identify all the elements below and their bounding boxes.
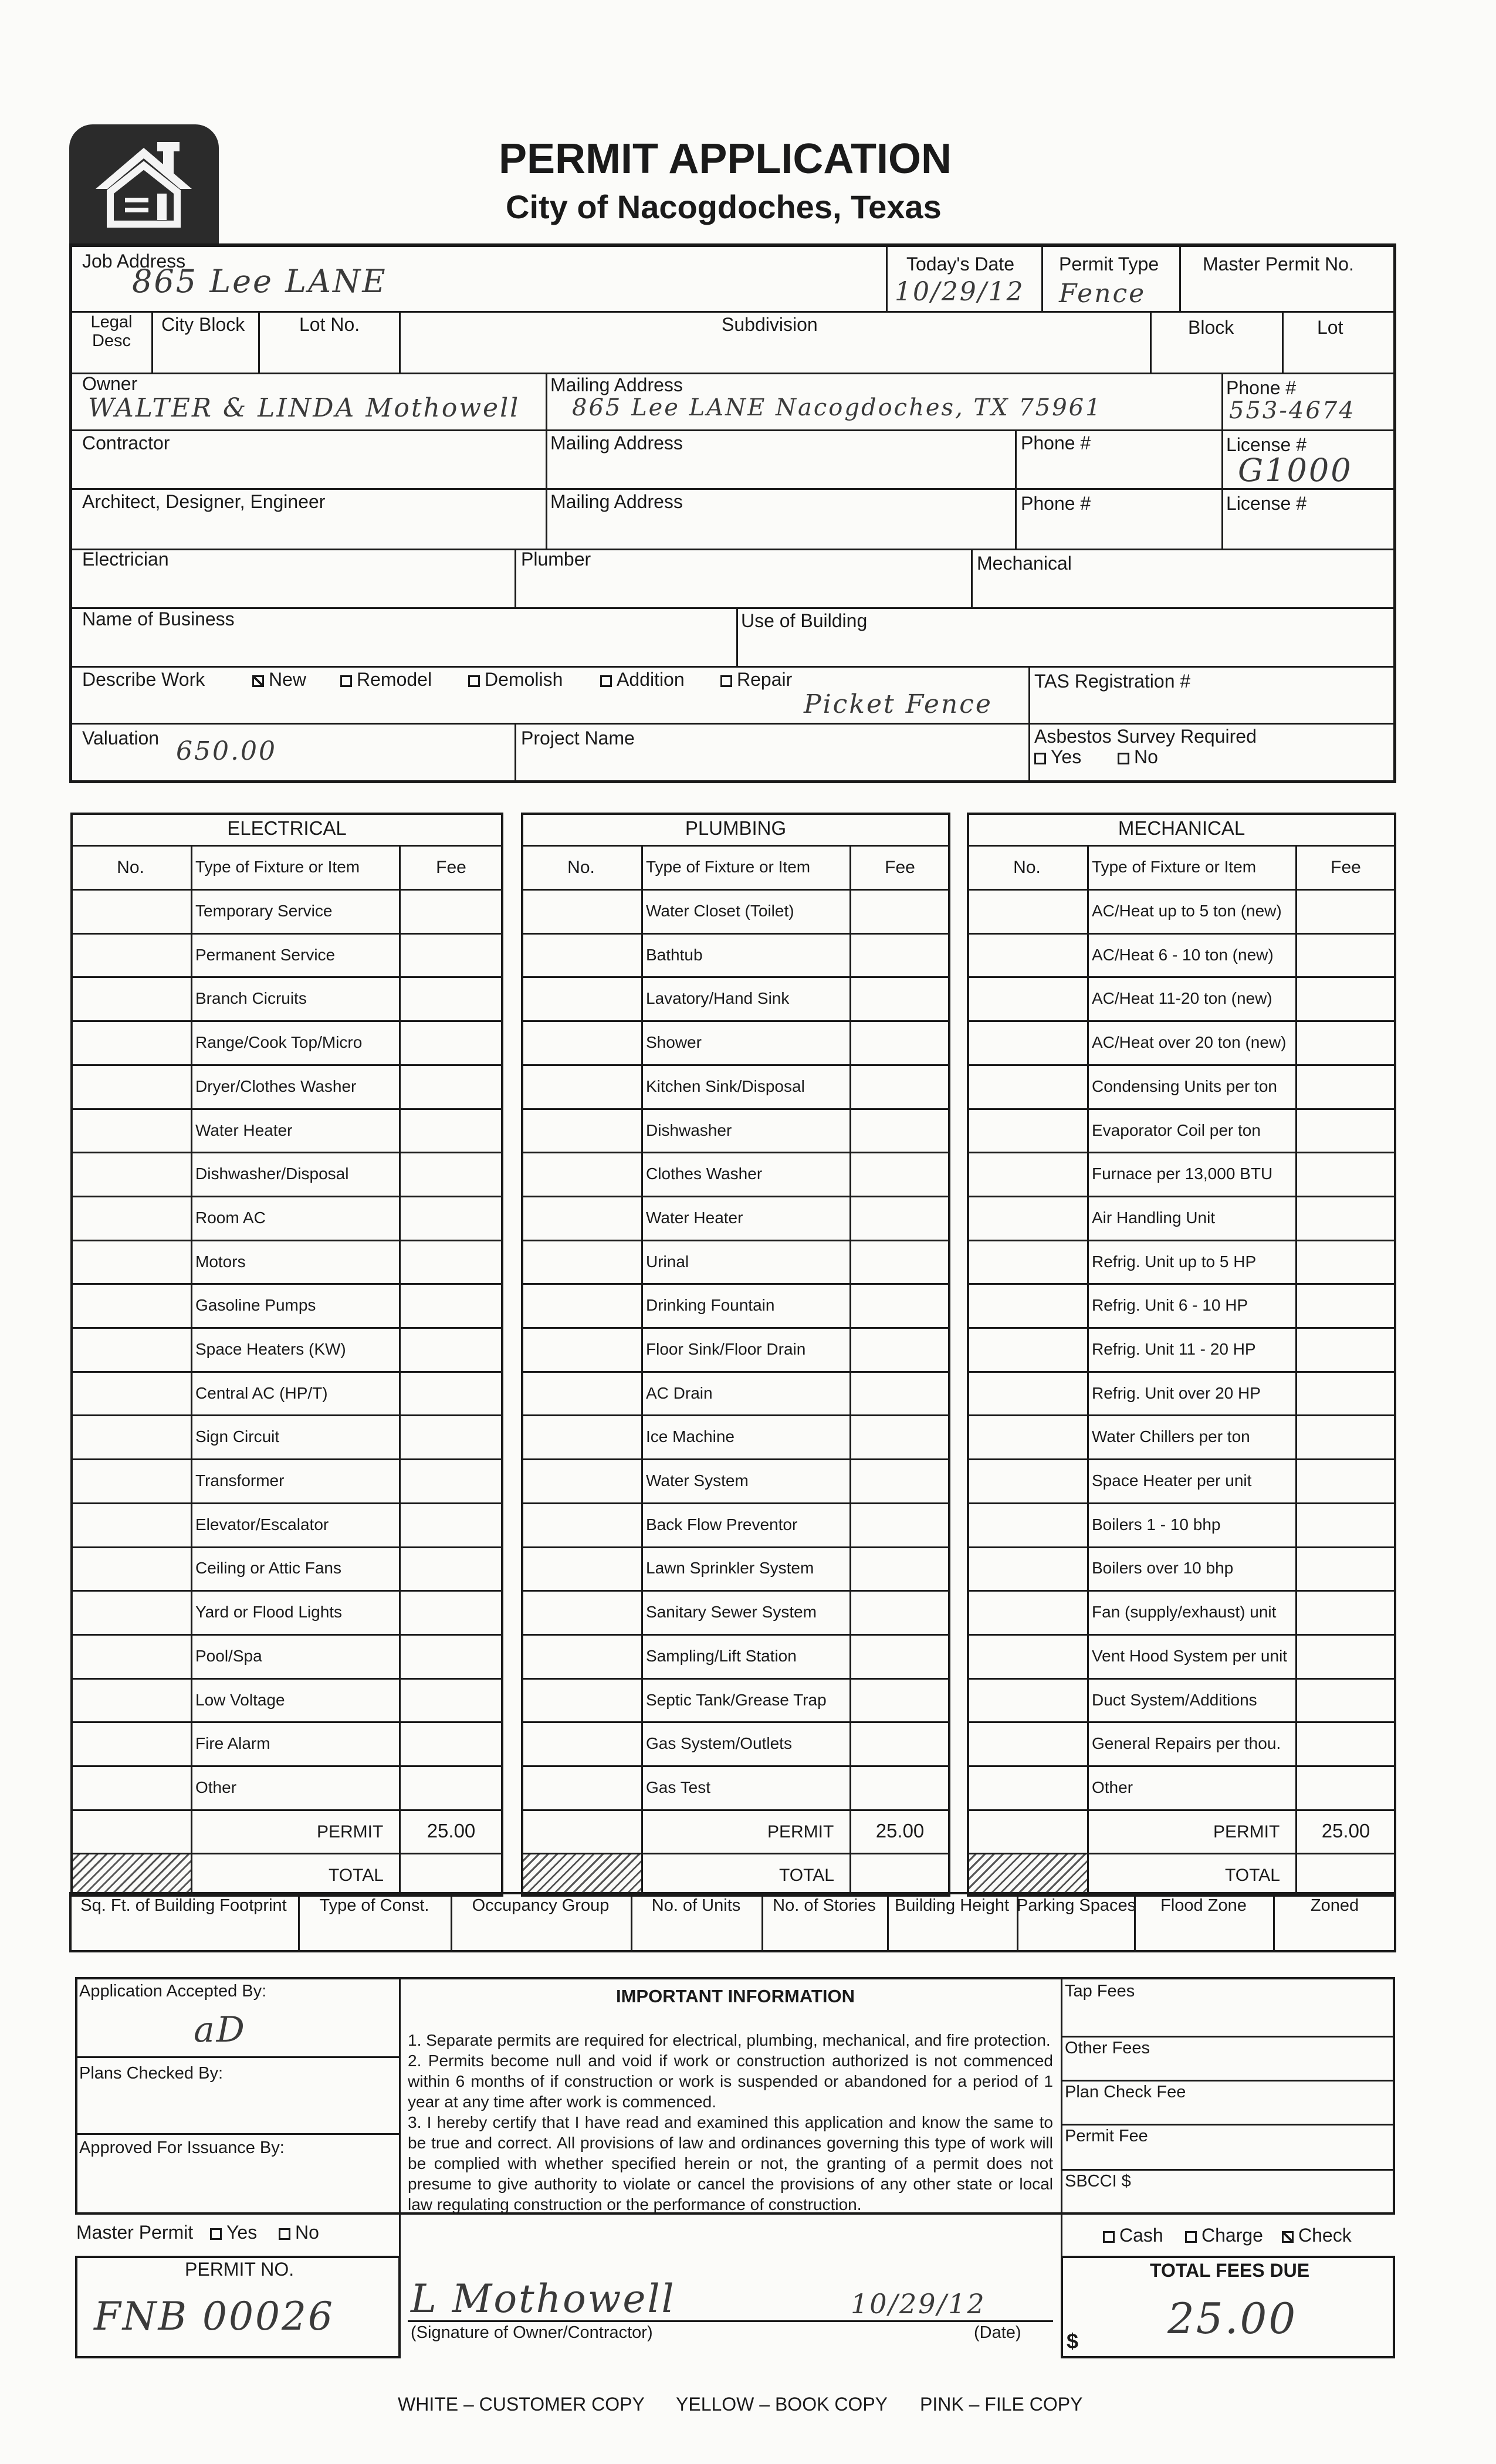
plumbing-row-item: Sanitary Sewer System (646, 1603, 817, 1621)
architect-mailing-label: Mailing Address (550, 491, 683, 512)
electrical-row-item: Central AC (HP/T) (195, 1384, 328, 1402)
building-info-cell: No. of Units (651, 1896, 741, 1915)
electrical-row-item: Motors (195, 1253, 246, 1271)
electrical-row-item: Sign Circuit (195, 1427, 280, 1446)
work-option-new[interactable]: New (252, 669, 306, 691)
todays-date-value[interactable]: 10/29/12 (895, 277, 1025, 307)
plumbing-col-no: No. (567, 858, 595, 877)
electrical-row-item: Gasoline Pumps (195, 1296, 316, 1314)
mechanical-row-item: Condensing Units per ton (1092, 1077, 1277, 1095)
electrical-row-item: Other (195, 1778, 237, 1796)
electrical-permit-fee[interactable]: 25.00 (427, 1820, 476, 1842)
mechanical-row-item: General Repairs per thou. (1092, 1734, 1281, 1752)
mechanical-row-item: Boilers 1 - 10 bhp (1092, 1515, 1221, 1534)
electrical-total-label: TOTAL (329, 1866, 384, 1885)
mechanical-row-item: Other (1092, 1778, 1133, 1796)
electrical-row-item: Dishwasher/Disposal (195, 1165, 349, 1183)
house-logo-icon (69, 124, 219, 245)
mechanical-row-item: AC/Heat up to 5 ton (new) (1092, 902, 1282, 920)
plumbing-total-label: TOTAL (779, 1866, 834, 1885)
date-label: (Date) (974, 2323, 1021, 2342)
signature-value[interactable]: L Mothowell (411, 2276, 676, 2321)
electrical-row-item: Dryer/Clothes Washer (195, 1077, 357, 1095)
demolish-checkbox[interactable] (468, 675, 480, 687)
plumbing-row-item: Water Heater (646, 1209, 743, 1227)
electrical-row-item: Fire Alarm (195, 1734, 270, 1752)
work-option-demolish[interactable]: Demolish (468, 669, 563, 691)
contractor-license-value[interactable]: G1000 (1238, 452, 1353, 489)
electrical-row-item: Range/Cook Top/Micro (195, 1033, 363, 1051)
owner-phone-value[interactable]: 553-4674 (1229, 397, 1356, 424)
legal-desc-label: Legal Desc (90, 313, 133, 350)
asbestos-yes-checkbox[interactable] (1034, 753, 1046, 764)
plumbing-row-item: Clothes Washer (646, 1165, 763, 1183)
electrical-col-fee: Fee (436, 858, 466, 877)
plumbing-row-item: Back Flow Preventor (646, 1515, 798, 1534)
charge-checkbox[interactable] (1185, 2231, 1197, 2243)
building-info-cell: Building Height (894, 1896, 1010, 1915)
asbestos-yes[interactable]: Yes (1034, 746, 1081, 768)
sbcci-label: SBCCI $ (1065, 2172, 1131, 2191)
master-permit-no[interactable]: No (279, 2222, 319, 2243)
payment-check[interactable]: Check (1282, 2225, 1352, 2246)
mechanical-total-label: TOTAL (1225, 1866, 1280, 1885)
plumbing-row-item: Gas Test (646, 1778, 710, 1796)
electrical-hatch (73, 1853, 191, 1894)
mechanical-row-item: AC/Heat over 20 ton (new) (1092, 1033, 1287, 1051)
electrical-row-item: Water Heater (195, 1121, 293, 1139)
repair-checkbox[interactable] (720, 675, 732, 687)
permit-no-label: PERMIT NO. (185, 2259, 295, 2280)
plumbing-row-item: Kitchen Sink/Disposal (646, 1077, 805, 1095)
electrical-col-no: No. (117, 858, 144, 877)
permit-type-label: Permit Type (1059, 253, 1159, 275)
info-item-2: 2. Permits become null and void if work or construction authorized is not commenced within 6 months of if construction or work is suspended or abandoned for a period of 1 year at any time after work is commenced. (408, 2052, 1053, 2111)
mechanical-label: Mechanical (977, 553, 1072, 574)
dollar-sign: $ (1067, 2329, 1079, 2353)
building-info-cell: Zoned (1310, 1896, 1359, 1915)
contractor-mailing-label: Mailing Address (550, 432, 683, 453)
payment-cash[interactable]: Cash (1103, 2225, 1163, 2246)
asbestos-no-checkbox[interactable] (1118, 753, 1129, 764)
plumbing-row-item: Lawn Sprinkler System (646, 1559, 814, 1577)
contractor-phone-label: Phone # (1021, 432, 1091, 453)
sign-date-value[interactable]: 10/29/12 (851, 2288, 986, 2320)
electrician-label: Electrician (82, 549, 169, 570)
plumbing-col-type: Type of Fixture or Item (646, 858, 811, 876)
total-fees-value[interactable]: 25.00 (1167, 2294, 1298, 2343)
building-info-cell: Occupancy Group (472, 1896, 610, 1915)
electrical-col-type: Type of Fixture or Item (195, 858, 360, 876)
payment-charge[interactable]: Charge (1185, 2225, 1263, 2246)
plumbing-row-item: Bathtub (646, 946, 703, 964)
master-permit-no-checkbox[interactable] (279, 2228, 290, 2240)
plumbing-permit-label: PERMIT (767, 1822, 834, 1842)
building-info-cell: No. of Stories (773, 1896, 876, 1915)
master-permit-yes[interactable]: Yes (210, 2222, 257, 2243)
copy-white: WHITE – CUSTOMER COPY (398, 2394, 645, 2415)
project-name-label: Project Name (521, 727, 635, 749)
permit-fee-label: Permit Fee (1065, 2127, 1148, 2145)
plumbing-row-item: Water System (646, 1471, 749, 1490)
master-permit-no-label: Master Permit No. (1203, 253, 1354, 275)
electrical-row-item: Room AC (195, 1209, 266, 1227)
mechanical-col-type: Type of Fixture or Item (1092, 858, 1257, 876)
contractor-label: Contractor (82, 432, 170, 453)
plumbing-hatch (523, 1853, 641, 1894)
page-subtitle: City of Nacogdoches, Texas (506, 188, 942, 225)
use-of-building-label: Use of Building (741, 610, 868, 631)
permit-no-value[interactable]: FNB 00026 (94, 2294, 334, 2339)
plumbing-row-item: Sampling/Lift Station (646, 1647, 797, 1665)
work-option-addition[interactable]: Addition (600, 669, 685, 691)
plumber-label: Plumber (521, 549, 591, 570)
mechanical-row-item: Refrig. Unit up to 5 HP (1092, 1253, 1257, 1271)
electrical-row-item: Pool/Spa (195, 1647, 262, 1665)
work-option-remodel[interactable]: Remodel (340, 669, 432, 691)
cash-checkbox[interactable] (1103, 2231, 1115, 2243)
mechanical-row-item: Vent Hood System per unit (1092, 1647, 1288, 1665)
electrical-row-item: Ceiling or Attic Fans (195, 1559, 341, 1577)
mechanical-row-item: Furnace per 13,000 BTU (1092, 1165, 1273, 1183)
mechanical-row-item: Evaporator Coil per ton (1092, 1121, 1261, 1139)
owner-label: Owner (82, 373, 138, 394)
job-address-label: Job Address (82, 251, 186, 272)
mechanical-row-item: AC/Heat 11-20 ton (new) (1092, 989, 1272, 1007)
approved-label: Approved For Issuance By: (79, 2138, 285, 2157)
building-info-cell: Parking Spaces (1017, 1896, 1136, 1915)
work-option-repair[interactable]: Repair (720, 669, 792, 691)
remodel-checkbox[interactable] (340, 675, 352, 687)
owner-value[interactable]: WALTER & LINDA Mothowell (88, 393, 520, 423)
signature-label: (Signature of Owner/Contractor) (411, 2323, 653, 2342)
electrical-row-item: Permanent Service (195, 946, 336, 964)
plumbing-row-item: Dishwasher (646, 1121, 732, 1139)
mechanical-row-item: Fan (supply/exhaust) unit (1092, 1603, 1277, 1621)
mechanical-permit-fee[interactable]: 25.00 (1321, 1820, 1370, 1842)
mechanical-title: MECHANICAL (1118, 817, 1245, 839)
electrical-row-item: Transformer (195, 1471, 285, 1490)
master-permit-label: Master Permit (76, 2222, 194, 2243)
plumbing-row-item: Shower (646, 1033, 702, 1051)
building-info-cell: Type of Const. (319, 1896, 429, 1915)
owner-mailing-value[interactable]: 865 Lee LANE Nacogdoches, TX 75961 (572, 394, 1102, 421)
contractor-license-label: License # (1226, 434, 1307, 455)
electrical-row-item: Branch Cicruits (195, 989, 307, 1007)
building-info-cell: Sq. Ft. of Building Footprint (80, 1896, 287, 1915)
master-permit-yes-checkbox[interactable] (210, 2228, 222, 2240)
plumbing-row-item: Gas System/Outlets (646, 1734, 792, 1752)
plumbing-permit-fee[interactable]: 25.00 (875, 1820, 925, 1842)
lot-no-label: Lot No. (299, 314, 360, 335)
mechanical-row-item: Duct System/Additions (1092, 1691, 1257, 1709)
total-fees-label: TOTAL FEES DUE (1150, 2260, 1310, 2281)
plumbing-row-item: AC Drain (646, 1384, 713, 1402)
new-checkbox[interactable] (252, 675, 264, 687)
asbestos-label: Asbestos Survey Required (1034, 726, 1257, 747)
electrical-permit-label: PERMIT (317, 1822, 384, 1842)
mechanical-row-item: Water Chillers per ton (1092, 1427, 1250, 1446)
todays-date-label: Today's Date (906, 253, 1014, 275)
plumbing-col-fee: Fee (885, 858, 915, 877)
mechanical-hatch (969, 1853, 1087, 1894)
architect-license-label: License # (1226, 493, 1307, 514)
electrical-row-item: Temporary Service (195, 902, 333, 920)
mechanical-row-item: Space Heater per unit (1092, 1471, 1252, 1490)
lot-label: Lot (1317, 317, 1343, 338)
plumbing-row-item: Ice Machine (646, 1427, 735, 1446)
mechanical-row-item: Refrig. Unit 6 - 10 HP (1092, 1296, 1248, 1314)
permit-type-value[interactable]: Fence (1059, 279, 1146, 309)
plumbing-row-item: Water Closet (Toilet) (646, 902, 794, 920)
plan-check-fee-label: Plan Check Fee (1065, 2083, 1186, 2101)
check-checkbox[interactable] (1282, 2231, 1294, 2243)
mechanical-col-no: No. (1013, 858, 1041, 877)
mechanical-row-item: Refrig. Unit 11 - 20 HP (1092, 1340, 1256, 1358)
valuation-value[interactable]: 650.00 (176, 736, 277, 766)
mechanical-row-item: Refrig. Unit over 20 HP (1092, 1384, 1261, 1402)
asbestos-no[interactable]: No (1118, 746, 1158, 768)
architect-label: Architect, Designer, Engineer (82, 491, 326, 512)
subdivision-label: Subdivision (722, 314, 818, 335)
electrical-row-item: Elevator/Escalator (195, 1515, 329, 1534)
plumbing-row-item: Lavatory/Hand Sink (646, 989, 790, 1007)
important-info-title: IMPORTANT INFORMATION (616, 1986, 855, 2006)
building-info-cell: Flood Zone (1160, 1896, 1247, 1915)
page-title: PERMIT APPLICATION (499, 136, 952, 182)
plans-checked-label: Plans Checked By: (79, 2064, 224, 2083)
mechanical-permit-label: PERMIT (1213, 1822, 1280, 1842)
accepted-by-label: Application Accepted By: (79, 1982, 267, 2001)
copy-pink: PINK – FILE COPY (920, 2394, 1083, 2415)
owner-phone-label: Phone # (1226, 377, 1297, 398)
electrical-row-item: Yard or Flood Lights (195, 1603, 343, 1621)
plumbing-row-item: Drinking Fountain (646, 1296, 775, 1314)
tap-fees-label: Tap Fees (1065, 1982, 1135, 2001)
job-address-value[interactable]: 865 Lee LANE (132, 263, 387, 300)
accepted-by-value[interactable]: aD (194, 2009, 246, 2050)
electrical-row-item: Space Heaters (KW) (195, 1340, 346, 1358)
info-text (408, 2030, 1053, 2215)
block-label: Block (1188, 317, 1234, 338)
describe-work-label: Describe Work (82, 669, 205, 690)
info-item-1: 1. Separate permits are required for electrical, plumbing, mechanical, and fire protection. (408, 2031, 1051, 2049)
valuation-label: Valuation (82, 727, 160, 749)
plumbing-row-item: Urinal (646, 1253, 689, 1271)
city-block-label: City Block (161, 314, 245, 335)
tas-registration-label: TAS Registration # (1034, 671, 1191, 692)
copy-yellow: YELLOW – BOOK COPY (676, 2394, 888, 2415)
info-item-3: 3. I hereby certify that I have read and examined this application and know the same to be true and correct. All provisions of law and ordinances governing this type of work will be complied with whether specified herein or not, the granting of a permit does not presume to give authority to violate or cancel the provisions of any other state or local law regulating construction or the performance of construction. (408, 2113, 1053, 2213)
plumbing-row-item: Floor Sink/Floor Drain (646, 1340, 806, 1358)
addition-checkbox[interactable] (600, 675, 612, 687)
plumbing-row-item: Septic Tank/Grease Trap (646, 1691, 827, 1709)
electrical-row-item: Low Voltage (195, 1691, 285, 1709)
mechanical-row-item: Boilers over 10 bhp (1092, 1559, 1234, 1577)
owner-mailing-label: Mailing Address (550, 374, 683, 395)
architect-phone-label: Phone # (1021, 493, 1091, 514)
other-fees-label: Other Fees (1065, 2039, 1150, 2057)
business-label: Name of Business (82, 608, 235, 629)
plumbing-title: PLUMBING (685, 817, 787, 839)
electrical-title: ELECTRICAL (227, 817, 347, 839)
mechanical-row-item: AC/Heat 6 - 10 ton (new) (1092, 946, 1274, 964)
mechanical-row-item: Air Handling Unit (1092, 1209, 1216, 1227)
mechanical-col-fee: Fee (1331, 858, 1361, 877)
describe-work-value[interactable]: Picket Fence (804, 689, 993, 719)
